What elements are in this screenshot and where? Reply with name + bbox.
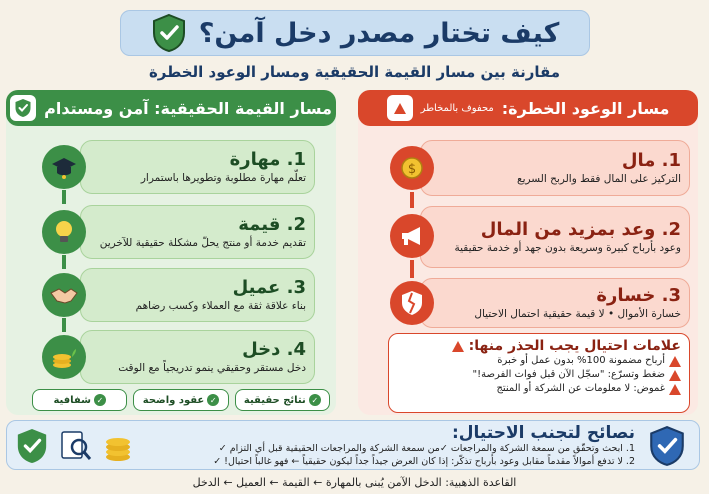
risky-path-header-sub: محفوف بالمخاطر: [420, 102, 494, 114]
tag-real-results: [235, 389, 330, 411]
step-desc: خسارة الأموال • لا قيمة حقيقية احتمال الاحتيال: [474, 307, 681, 320]
step-desc: بناء علاقة ثقة مع العملاء وكسب رضاهم: [135, 299, 306, 312]
tip-item: 2. لا تدفع أموالاً مقدماً مقابل وعود بأرباح تذكّر: إذا كان العرض جيداً جداً ليكون حقيقياً ← فهو غالباً احتيال! ✓: [213, 456, 635, 467]
tag-transparency: [32, 389, 127, 411]
safe-step-client: [80, 268, 315, 322]
shield-check-icon: [15, 427, 49, 465]
step-desc: دخل مستقر وحقيقي ينمو تدريجياً مع الوقت: [118, 361, 306, 374]
golden-rule: القاعدة الذهبية: الدخل الآمن يُبنى بالمهارة ← القيمة ← العميل ← الدخل: [192, 476, 517, 489]
check-icon: ✓: [309, 394, 321, 406]
shield-check-icon: [647, 425, 687, 467]
coins-icon: [101, 427, 135, 465]
warning-icon: [669, 370, 681, 381]
warning-icon: [387, 95, 413, 121]
tips-title: نصائح لتجنب الاحتيال:: [451, 423, 635, 443]
magnifier-document-icon: [59, 429, 93, 463]
coins-icon: [390, 146, 434, 190]
lightbulb-icon: [42, 210, 86, 254]
step-desc: التركيز على المال فقط والربح السريع: [516, 172, 681, 185]
flow-arrow: [410, 192, 414, 208]
risky-step-promise: [420, 206, 690, 268]
tag-label: شفافية: [53, 394, 91, 406]
step-title: 3. خسارة: [596, 284, 681, 306]
warning-icon: [452, 341, 464, 352]
check-icon: ✓: [207, 394, 219, 406]
step-title: 2. قيمة: [238, 213, 306, 235]
flow-arrow: [410, 260, 414, 278]
tag-label: نتائج حقيقية: [243, 394, 306, 406]
safe-path-tags: [32, 389, 330, 411]
tips-panel: [6, 420, 700, 470]
title-banner: [120, 10, 590, 56]
fraud-sign-item: [397, 382, 681, 396]
shield-check-icon: [10, 95, 36, 121]
step-desc: تقديم خدمة أو منتج يحلّ مشكلة حقيقية للآخرين: [99, 236, 306, 249]
step-desc: وعود بأرباح كبيرة وسريعة بدون جهد أو خدمة حقيقية: [454, 241, 681, 254]
fraud-sign-item: [397, 368, 681, 382]
fraud-sign-text: ضغط وتسرّع: "سجّل الآن قبل فوات الفرصة!": [472, 369, 665, 380]
fraud-sign-text: غموض: لا معلومات عن الشركة أو المنتج: [496, 383, 665, 394]
page-title: كيف تختار مصدر دخل آمن؟: [198, 17, 560, 49]
svg-text:$: $: [407, 162, 417, 177]
safe-step-value: [80, 205, 315, 259]
risky-path-header-text: مسار الوعود الخطرة:: [501, 98, 670, 118]
warning-icon: [669, 384, 681, 395]
tag-clear-contracts: [133, 389, 228, 411]
safe-step-skill: [80, 140, 315, 194]
check-icon: ✓: [94, 394, 106, 406]
step-title: 4. دخل: [242, 338, 306, 360]
fraud-signs-title-text: علامات احتيال يجب الحذر منها:: [468, 338, 681, 354]
coins-plant-icon: [42, 335, 86, 379]
fraud-signs-box: [388, 333, 690, 413]
step-title: 3. عميل: [232, 276, 306, 298]
flow-arrow: [62, 190, 66, 204]
graduation-cap-icon: [42, 145, 86, 189]
broken-shield-icon: [390, 281, 434, 325]
safe-path-header: [6, 90, 336, 126]
warning-icon: [669, 356, 681, 367]
safe-path-header-text: مسار القيمة الحقيقية: آمن ومستدام: [44, 98, 332, 118]
step-title: 2. وعد بمزيد من المال: [480, 218, 681, 240]
risky-step-money: [420, 140, 690, 196]
tip-item: 1. ابحث وتحقّق من سمعة الشركة والمراجعات ✓من سمعة الشركة والمراجعات الحقيقية قبل أي التزام ✓: [218, 443, 635, 454]
fraud-sign-item: [397, 354, 681, 368]
step-desc: تعلّم مهارة مطلوبة وتطويرها باستمرار: [140, 171, 306, 184]
step-title: 1. مهارة: [229, 148, 306, 170]
megaphone-icon: [390, 214, 434, 258]
flow-arrow: [62, 318, 66, 332]
step-title: 1. مال: [621, 149, 681, 171]
fraud-signs-title: [397, 338, 681, 354]
risky-step-loss: [420, 278, 690, 328]
page-subtitle: مقارنة بين مسار القيمة الحقيقية ومسار الوعود الخطرة: [148, 63, 561, 81]
safe-step-income: [80, 330, 315, 384]
fraud-sign-text: أرباح مضمونة 100% بدون عمل أو خبرة: [497, 355, 665, 366]
handshake-icon: [42, 273, 86, 317]
risky-path-header: [358, 90, 698, 126]
tag-label: عقود واضحة: [142, 394, 205, 406]
flow-arrow: [62, 255, 66, 269]
shield-check-icon: [151, 13, 187, 53]
